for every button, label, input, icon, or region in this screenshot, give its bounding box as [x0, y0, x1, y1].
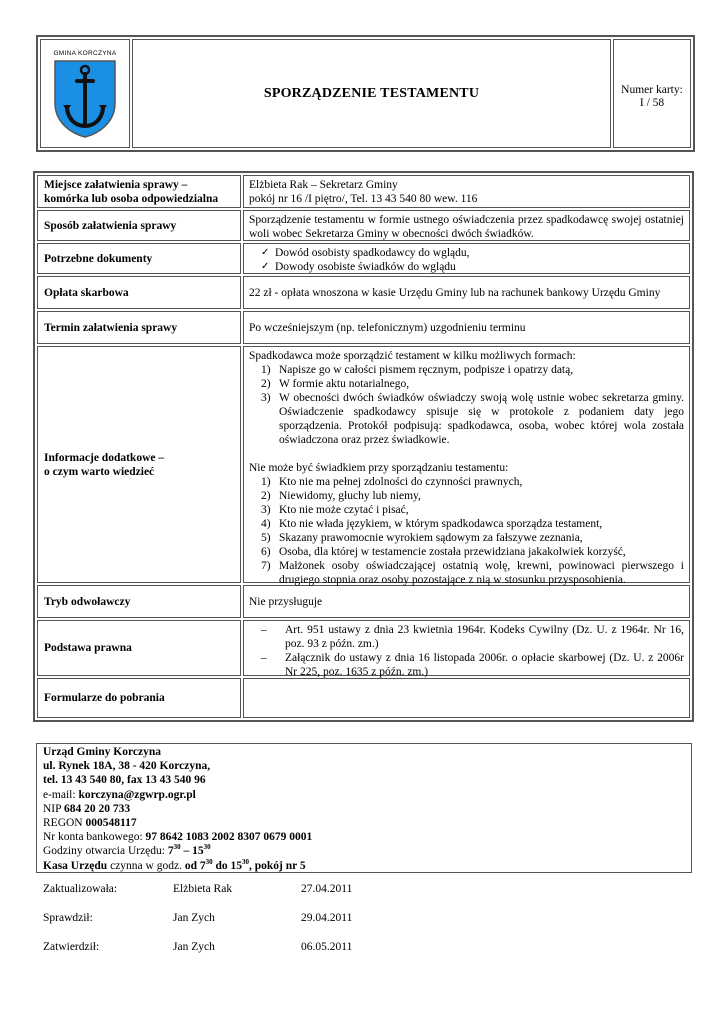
title-cell: [132, 39, 611, 148]
info-intro: Spadkodawca może sporządzić testament w kilku możliwych formach:: [249, 350, 576, 362]
footer-row: [43, 883, 352, 912]
info-table: [33, 171, 694, 722]
email-link[interactable]: korczyna@zgwrp.ogr.pl: [78, 788, 196, 801]
list-item: 4) Kto nie włada językiem, w którym spadkodawca sporządza testament,: [261, 518, 603, 530]
list-item: 6) Osoba, dla której w testamencie została przewidziana jakakolwiek korzyść,: [261, 546, 626, 558]
label-method: Sposób załatwienia sprawy: [37, 210, 241, 241]
office-address: ul. Rynek 18A, 38 - 420 Korczyna,: [43, 760, 211, 773]
nip-label: NIP: [43, 802, 64, 815]
footer-role: Sprawdził:: [43, 912, 93, 924]
label-info-line2: o czym warto wiedzieć: [44, 465, 155, 478]
row-fee: [36, 275, 691, 310]
list-item: 3) W obecności dwóch świadków oświadczy swoją wolę ustnie wobec sekretarza gminy. Oświadczenie spadkodawcy spisuje się w protokole z podaniem daty jego sporządzenia. Protokół podpisują: spadkodawca, osoba, wobec której wola została oświadczona oraz przez świadkowie.: [261, 392, 684, 446]
card-number-cell: [613, 39, 691, 148]
opening-hours: Godziny otwarcia Urzędu: $7^{30} - 15^{30}$: [43, 843, 211, 858]
row-method: [36, 209, 691, 242]
list-item: 2) Niewidomy, głuchy lub niemy,: [261, 490, 421, 502]
label-documents: Potrzebne dokumenty: [37, 243, 241, 274]
list-item: 5) Skazany prawomocnie wyrokiem sądowym za fałszywe zeznania,: [261, 532, 583, 544]
label-legal: Podstawa prawna: [37, 620, 241, 676]
card-number: I / 58: [639, 97, 665, 109]
email-label: e-mail:: [43, 788, 79, 801]
account-label: Nr konta bankowego:: [43, 831, 146, 844]
footer-date: 27.04.2011: [301, 883, 353, 895]
document-item: ✓ Dowody osobiste świadków do wglądu: [275, 260, 684, 274]
office-phone: tel. 13 43 540 80, fax 13 43 540 96: [43, 774, 206, 787]
row-documents: [36, 242, 691, 275]
label-location: [37, 175, 241, 208]
anchor-crest-icon: [53, 59, 117, 139]
office-name: Urząd Gminy Korczyna: [43, 746, 161, 758]
footer-date: 06.05.2011: [301, 941, 353, 953]
row-info: [36, 345, 691, 584]
label-info: [37, 346, 241, 583]
list-item: 1) Napisze go w całości pismem ręcznym, podpisze i opatrzy datą,: [261, 364, 574, 376]
row-forms: [36, 677, 691, 719]
footer-row: [43, 912, 352, 941]
logo-cell: [40, 39, 130, 148]
row-location: [36, 174, 691, 209]
value-location-line2: pokój nr 16 /I piętro/, Tel. 13 43 540 80 wew. 116: [249, 193, 478, 205]
cash-hours: Kasa Urzędu czynna w godz. od $7^{30}$ do $15^{30}$, pokój nr 5: [43, 857, 306, 872]
footer-name: Jan Zych: [173, 912, 215, 924]
value-deadline: Po wcześniejszym (np. telefonicznym) uzgodnieniu terminu: [243, 311, 690, 344]
label-fee: Opłata skarbowa: [37, 276, 241, 309]
footer-role: Zatwierdził:: [43, 941, 100, 953]
list-item: 7) Małżonek osoby oświadczającej ostatnią wolę, krewni, powinowaci pierwszego i drugiego stopnia oraz osoby pozostające z nią w stosunku przysposobienia.: [261, 560, 684, 586]
label-location-line2: komórka lub osoba odpowiedzialna: [44, 192, 219, 205]
legal-item: – Art. 951 ustawy z dnia 23 kwietnia 1964r. Kodeks Cywilny (Dz. U. z 1964r. Nr 16, poz. 93 z późn. zm.): [249, 623, 684, 651]
nip-value: 684 20 20 733: [63, 802, 131, 815]
regon-label: REGON: [43, 817, 86, 830]
label-deadline: Termin załatwienia sprawy: [37, 311, 241, 344]
witness-list: [249, 475, 684, 587]
value-documents: [243, 243, 690, 274]
label-info-line1: Informacje dodatkowe –: [44, 451, 165, 464]
value-method: Sporządzenie testamentu w formie ustnego oświadczenia przez spadkodawcę swojej ostatniej woli wobec Sekretarza Gminy w obecności dwóch świadków.: [243, 210, 690, 241]
legal-item: – Załącznik do ustawy z dnia 16 listopada 2006r. o opłacie skarbowej (Dz. U. z 2006r Nr 225, poz. 1635 z późn. zm.): [249, 651, 684, 679]
document-item: ✓ Dowód osobisty spadkodawcy do wglądu,: [275, 246, 684, 260]
approval-footer: [43, 883, 352, 970]
page-title: SPORZĄDZENIE TESTAMENTU: [263, 85, 480, 101]
footer-date: 29.04.2011: [301, 912, 353, 924]
witness-intro: Nie może być świadkiem przy sporządzaniu testamentu:: [249, 462, 509, 474]
value-forms: [243, 678, 690, 718]
value-fee: 22 zł - opłata wnoszona w kasie Urzędu Gminy lub na rachunek bankowy Urzędu Gminy: [243, 276, 690, 309]
label-appeal: Tryb odwoławczy: [37, 585, 241, 618]
list-item: 2) W formie aktu notarialnego,: [261, 378, 410, 390]
value-info: [243, 346, 690, 586]
regon-value: 000548117: [85, 817, 137, 830]
value-legal: [243, 620, 690, 676]
list-item: 3) Kto nie może czytać i pisać,: [261, 504, 409, 516]
row-legal: [36, 619, 691, 677]
header-box: [36, 35, 695, 152]
logo-text: GMINA KORCZYNA: [53, 50, 117, 57]
row-deadline: [36, 310, 691, 345]
contact-box: [36, 743, 692, 873]
label-forms: Formularze do pobrania: [37, 678, 241, 718]
label-location-line1: Miejsce załatwienia sprawy –: [44, 178, 188, 191]
footer-name: Elżbieta Rak: [173, 883, 233, 895]
footer-role: Zaktualizowała:: [43, 883, 118, 895]
value-appeal: Nie przysługuje: [243, 585, 690, 618]
value-location-line1: Elżbieta Rak – Sekretarz Gminy: [249, 179, 398, 191]
forms-list: [249, 363, 684, 447]
footer-row: [43, 941, 352, 970]
list-item: 1) Kto nie ma pełnej zdolności do czynności prawnych,: [261, 476, 523, 488]
footer-name: Jan Zych: [173, 941, 215, 953]
card-label: Numer karty:: [621, 84, 683, 96]
value-location: [243, 175, 690, 208]
row-appeal: [36, 584, 691, 619]
account-value: 97 8642 1083 2002 8307 0679 0001: [145, 831, 313, 844]
